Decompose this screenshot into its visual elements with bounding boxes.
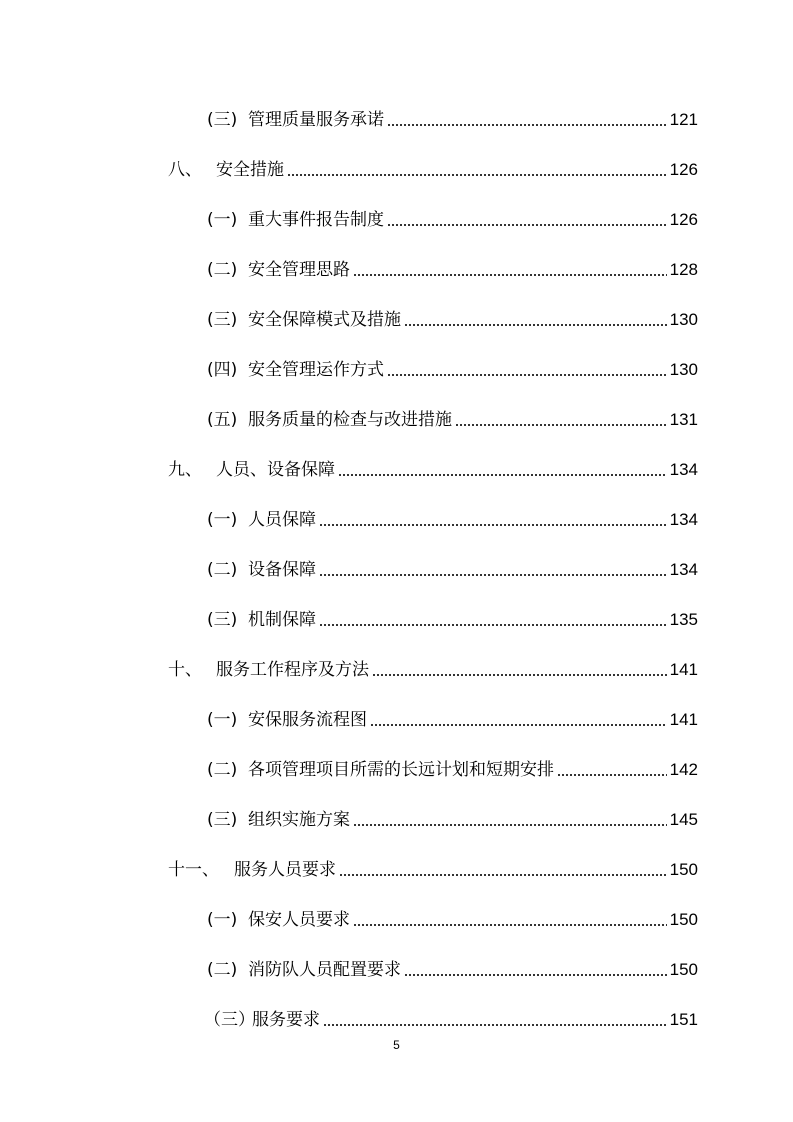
toc-entry-number: 九、 (168, 460, 202, 480)
toc-entry-number: (三) (207, 810, 238, 830)
toc-entry-title: 管理质量服务承诺 (248, 110, 384, 130)
dot-leader (338, 473, 667, 477)
toc-entry-title: 安全管理思路 (248, 260, 350, 280)
toc-entry-number: (一) (207, 510, 238, 530)
toc-entry-number: (二) (207, 560, 238, 580)
toc-entry-title: 设备保障 (248, 560, 316, 580)
toc-entry-page: 150 (669, 860, 698, 879)
dot-leader (353, 823, 667, 827)
dot-leader (404, 973, 667, 977)
toc-entry-page: 141 (669, 710, 698, 729)
toc-entry-number: (一) (207, 210, 238, 230)
toc-entry[interactable] (0, 245, 793, 295)
toc-entry-title: 服务质量的检查与改进措施 (248, 410, 452, 430)
toc-entry-number: (二) (207, 960, 238, 980)
toc-entry-page: 131 (669, 410, 698, 429)
toc-entry-title: 安全措施 (216, 160, 284, 180)
dot-leader (323, 1023, 667, 1027)
dot-leader (404, 323, 667, 327)
toc-entry-page: 126 (669, 210, 698, 229)
toc-entry-title: 安全管理运作方式 (248, 360, 384, 380)
toc-entry-page: 135 (669, 610, 698, 629)
dot-leader (372, 673, 667, 677)
toc-entry-title: 重大事件报告制度 (248, 210, 384, 230)
toc-entry-page: 128 (669, 260, 698, 279)
toc-entry-page: 142 (669, 760, 698, 779)
dot-leader (287, 173, 667, 177)
dot-leader (455, 423, 667, 427)
toc-entry-page: 141 (669, 660, 698, 679)
toc-entry-number: (二) (207, 260, 238, 280)
toc-entry[interactable] (0, 345, 793, 395)
toc-entry-page: 134 (669, 560, 698, 579)
toc-entry-number: (二) (207, 760, 238, 780)
toc-entry[interactable] (0, 295, 793, 345)
dot-leader (319, 573, 667, 577)
toc-entry-title: 服务人员要求 (234, 860, 336, 880)
toc-entry[interactable] (0, 495, 793, 545)
toc-entry[interactable] (0, 145, 793, 195)
dot-leader (387, 373, 667, 377)
toc-entry[interactable] (0, 945, 793, 995)
toc-entry-page: 130 (669, 360, 698, 379)
toc-entry-number: (三) (207, 610, 238, 630)
toc-entry-title: 服务工作程序及方法 (216, 660, 369, 680)
toc-entry[interactable] (0, 645, 793, 695)
toc-entry-title: 组织实施方案 (248, 810, 350, 830)
toc-entry-page: 121 (669, 110, 698, 129)
toc-entry-number: (一) (207, 710, 238, 730)
toc-entry-title: 人员保障 (248, 510, 316, 530)
toc-entry-title: 人员、设备保障 (216, 460, 335, 480)
page-number: 5 (393, 1038, 400, 1052)
dot-leader (319, 523, 667, 527)
toc-entry[interactable] (0, 445, 793, 495)
toc-entry-number: （三） (204, 1010, 255, 1030)
toc-entry[interactable] (0, 895, 793, 945)
toc-entry-number: (四) (207, 360, 238, 380)
toc-entry[interactable] (0, 695, 793, 745)
dot-leader (353, 923, 667, 927)
toc-entry[interactable] (0, 795, 793, 845)
toc-entry-title: 安保服务流程图 (248, 710, 367, 730)
toc-entry-title: 各项管理项目所需的长远计划和短期安排 (248, 760, 554, 780)
dot-leader (557, 773, 667, 777)
toc-entry-title: 保安人员要求 (248, 910, 350, 930)
dot-leader (387, 223, 667, 227)
dot-leader (339, 873, 667, 877)
toc-entry-page: 134 (669, 460, 698, 479)
toc-entry-title: 服务要求 (252, 1010, 320, 1030)
toc-entry-number: (三) (207, 310, 238, 330)
toc-entry[interactable] (0, 595, 793, 645)
toc-entry-page: 145 (669, 810, 698, 829)
toc-entry-page: 126 (669, 160, 698, 179)
toc-entry-page: 130 (669, 310, 698, 329)
toc-entry-number: (三) (207, 110, 238, 130)
toc-entry-page: 151 (669, 1010, 698, 1029)
dot-leader (353, 273, 667, 277)
toc-entry-number: (五) (207, 410, 238, 430)
toc-entry-page: 150 (669, 960, 698, 979)
toc-entry[interactable] (0, 545, 793, 595)
toc-entry[interactable] (0, 195, 793, 245)
toc-entry-page: 150 (669, 910, 698, 929)
toc-entry-number: 十一、 (168, 860, 219, 880)
toc-entry-number: 十、 (168, 660, 202, 680)
dot-leader (387, 123, 667, 127)
toc-entry[interactable] (0, 395, 793, 445)
dot-leader (319, 623, 667, 627)
table-of-contents (0, 95, 793, 1045)
toc-entry[interactable] (0, 95, 793, 145)
toc-entry-title: 安全保障模式及措施 (248, 310, 401, 330)
toc-entry-number: 八、 (168, 160, 202, 180)
toc-entry-title: 消防队人员配置要求 (248, 960, 401, 980)
toc-entry[interactable] (0, 845, 793, 895)
toc-entry[interactable] (0, 745, 793, 795)
dot-leader (370, 723, 667, 727)
toc-entry-number: (一) (207, 910, 238, 930)
toc-entry-title: 机制保障 (248, 610, 316, 630)
toc-entry-page: 134 (669, 510, 698, 529)
